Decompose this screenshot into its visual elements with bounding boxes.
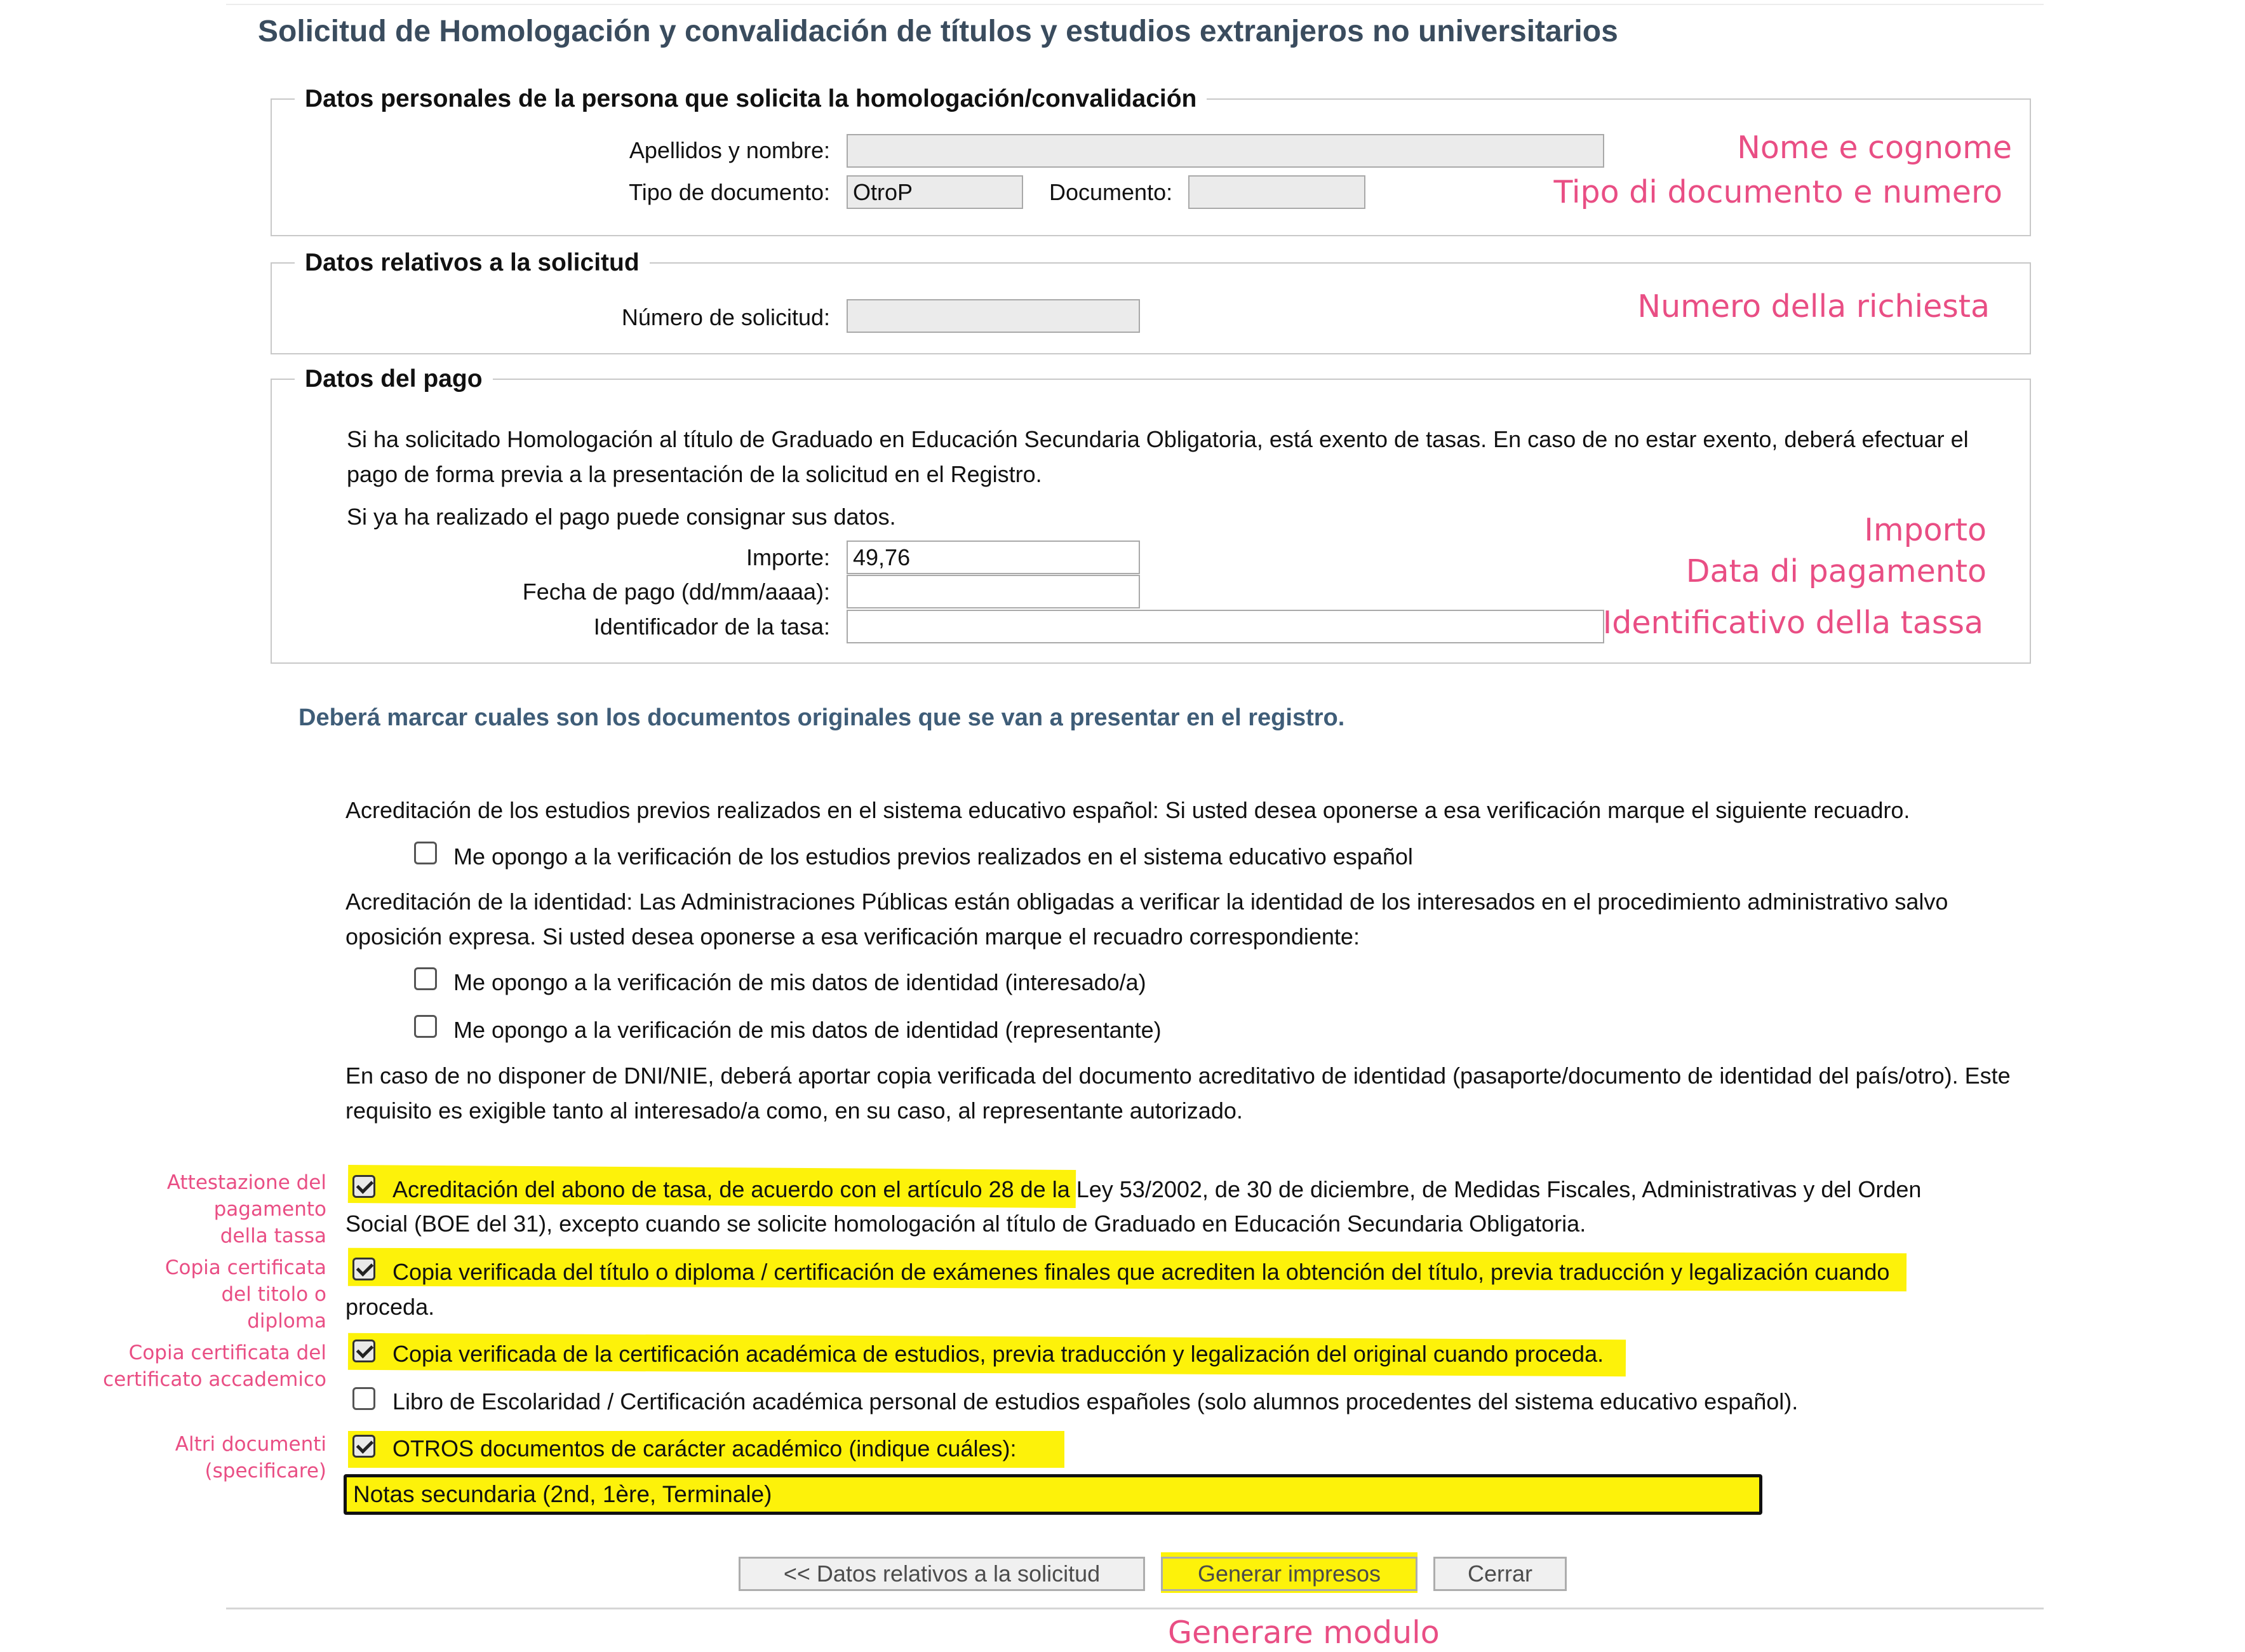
payment-info-text: Si ya ha realizado el pago puede consignar sus datos. [347,504,896,530]
bottom-divider [226,1608,2044,1609]
amount-label: Importe: [746,544,830,570]
others-checkbox[interactable] [352,1435,375,1458]
annotation-name: Nome e cognome [1737,130,2012,166]
academic-cert-checkbox[interactable] [352,1340,375,1362]
annotation-fee-proof: Attestazione del pagamento della tassa [166,1171,326,1247]
oppose-studies-label: Me opongo a la verificación de los estudios previos realizados en el sistema educativo español [453,843,1413,870]
oppose-identity-representative-checkbox[interactable] [414,1015,437,1038]
studies-verification-text: Acreditación de los estudios previos realizados en el sistema educativo español: Si usted desea oponerse a esa verificación marque el siguiente recuadro. [345,797,1910,823]
identity-verification-text: Acreditación de la identidad: Las Administraciones Públicas están obligadas a verificar la identidad de los interesados en el procedimiento administrativo salvo oposición expresa. Si usted desea oponerse a esa verificación marque el recuadro correspondiente: [345,889,1948,950]
annotation-academic: Copia certificata del certificato accademico [103,1341,326,1391]
name-field[interactable] [847,134,1604,168]
fee-id-label: Identificador de la tasa: [593,614,830,640]
diploma-copy-label: Copia verificada del título o diploma / certificación de exámenes finales que acrediten la obtención del título, previa traducción y legalización cuando [392,1259,1890,1285]
generate-forms-button[interactable]: Generar impresos [1161,1557,1417,1591]
document-field[interactable] [1188,175,1365,209]
diploma-copy-label-b: proceda. [345,1294,435,1320]
academic-cert-label: Copia verificada de la certificación académica de estudios, previa traducción y legalización del original cuando proceda. [392,1341,1604,1367]
fee-proof-label-b: Ley 53/2002, de 30 de diciembre, de Medidas Fiscales, Administrativas y del Orden [1069,1176,1922,1202]
name-label: Apellidos y nombre: [629,137,830,163]
document-label: Documento: [1049,179,1173,205]
documents-note: Deberá marcar cuales son los documentos originales que se van a presentar en el registro. [298,704,1345,731]
annotation-amount: Importo [1864,512,1987,548]
request-number-label: Número de solicitud: [621,304,830,330]
payment-exemption-text: Si ha solicitado Homologación al título de Graduado en Educación Secundaria Obligatoria, está exento de tasas. En caso de no estar exento, deberá efectuar el pago de forma previa a la presentación de la solicitud en el Registro. [347,426,1969,487]
annotation-payment-date: Data di pagamento [1685,553,1987,589]
doctype-label: Tipo de documento: [629,179,830,205]
payment-legend: Datos del pago [305,365,483,393]
top-divider [226,4,2044,5]
close-button[interactable]: Cerrar [1433,1557,1567,1591]
annotation-diploma: Copia certificata del titolo o diploma [164,1256,326,1333]
oppose-identity-interested-checkbox[interactable] [414,967,437,990]
annotation-doctype: Tipo di documento e numero [1553,174,2002,210]
fee-proof-label-c: Social (BOE del 31), excepto cuando se solicite homologación al título de Graduado en Educación Secundaria Obligatoria. [345,1211,1586,1237]
page-title: Solicitud de Homologación y convalidación de títulos y estudios extranjeros no universitarios [258,15,1618,48]
payment-date-field[interactable] [847,575,1140,608]
oppose-identity-interested-label: Me opongo a la verificación de mis datos de identidad (interesado/a) [453,969,1146,995]
request-number-field[interactable] [847,299,1140,333]
oppose-identity-representative-label: Me opongo a la verificación de mis datos de identidad (representante) [453,1017,1162,1043]
fee-proof-label [392,1172,1921,1207]
school-record-checkbox[interactable] [352,1387,375,1410]
fee-proof-checkbox[interactable] [352,1175,375,1198]
annotation-others: Altri documenti (specificare) [175,1433,326,1482]
dni-requirement-text: En caso de no disponer de DNI/NIE, deberá aportar copia verificada del documento acreditativo de identidad (pasaporte/documento de identidad del país/otro). Este requisito es exigible tanto al interesado/a como, en su caso, al representante autorizado. [345,1063,2011,1124]
annotation-generate: Generare modulo [1168,1615,1440,1651]
fee-id-field[interactable] [847,610,1604,643]
annotation-fee-id: Identificativo della tassa [1602,605,1983,641]
others-input[interactable] [344,1474,1762,1515]
doctype-field[interactable] [847,175,1023,209]
annotation-request-number: Numero della richiesta [1637,288,1990,325]
back-button[interactable]: << Datos relativos a la solicitud [739,1557,1145,1591]
amount-field[interactable] [847,541,1140,574]
personal-data-legend: Datos personales de la persona que solicita la homologación/convalidación [305,85,1197,112]
school-record-label: Libro de Escolaridad / Certificación académica personal de estudios españoles (solo alumnos procedentes del sistema educativo español). [392,1388,1799,1414]
fee-proof-label-a: Acreditación del abono de tasa, de acuerdo con el artículo 28 de la [392,1176,1070,1202]
request-data-legend: Datos relativos a la solicitud [305,249,640,276]
diploma-copy-checkbox[interactable] [352,1258,375,1280]
others-label: OTROS documentos de carácter académico (indique cuáles): [392,1435,1017,1461]
oppose-studies-checkbox[interactable] [414,842,437,864]
payment-date-label: Fecha de pago (dd/mm/aaaa): [522,579,830,605]
